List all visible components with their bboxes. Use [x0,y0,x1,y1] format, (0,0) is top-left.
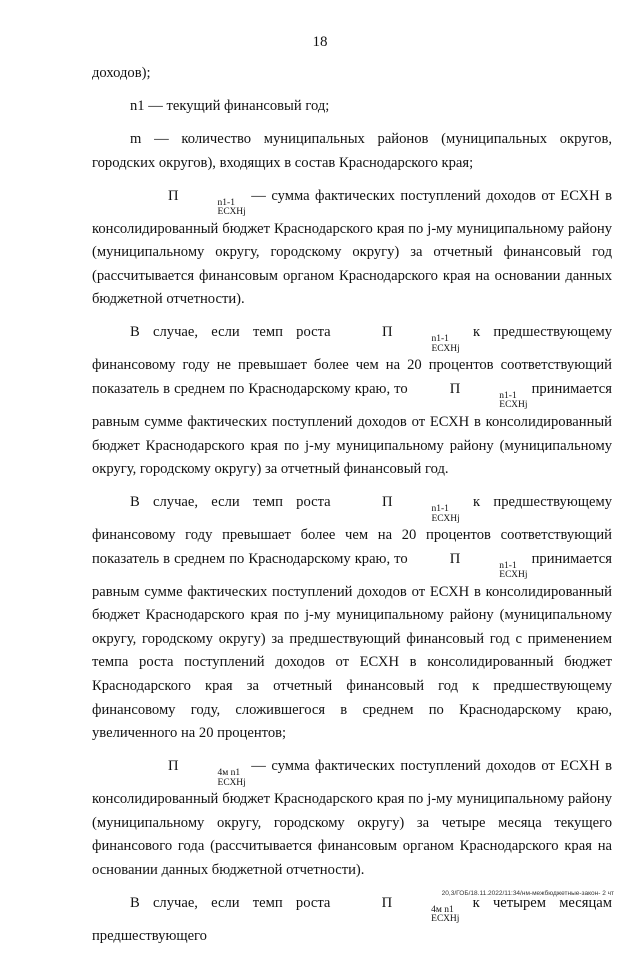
formula-symbol: П n1-1 ЕСХНj [381,494,460,524]
document-footer: 20,3/ГОБ/18.11.2022/11:34/нм-межбюджетные-закон- 2 чт [441,890,614,897]
paragraph-case-four-months: В случае, если темп роста П 4м n1 ЕСХНj к четырем месяцам предшествующего [92,892,612,949]
formula-symbol: П n1-1 ЕСХНj [449,380,528,411]
paragraph-n1-definition: n1 — текущий финансовый год; [130,97,330,114]
formula-symbol: П n1-1 ЕСХНj [449,550,528,581]
paragraph-case-not-exceeds: В случае, если темп роста П n1-1 ЕСХНj к предшествующему финансовому году не превышает более чем на 20 процентов соответствующий показатель в среднем по Краснодарскому краю, то П n1-1 ЕСХНj принимается равным сумме фактических поступлений доходов от ЕСХН в консолидированный бюджет Краснодарского края по j-му муниципальному району (муниципальному округу, городскому округу) за отчетный финансовый год. [92,321,612,481]
formula-symbol: П n1-1 ЕСХНj [168,187,246,218]
paragraph-0: доходов); [92,65,151,81]
formula-symbol: П 4м n1 ЕСХНj [381,894,460,925]
paragraph-m-definition: m — количество муниципальных районов (муниципальных округов, городских округов), входящих в состав Краснодарского края; [92,130,612,171]
page-number: 18 [312,34,328,50]
formula-symbol: П 4м n1 ЕСХНj [168,758,246,788]
paragraph-text: — сумма фактических поступлений доходов от ЕСХН в консолидированный бюджет Краснодарского края по j-му муниципальному району (муниципальному округу, городскому округу) за отчетный финансовый год (рассчитывается финансовым органом Краснодарского края на основании данных бюджетной отчетности). [92,187,612,308]
document-body [92,62,612,958]
paragraph-symbol-definition [92,185,612,312]
formula-symbol: П n1-1 ЕСХНj [381,324,460,354]
paragraph-case-exceeds: В случае, если темп роста П n1-1 ЕСХНj к предшествующему финансовому году превышает более чем на 20 процентов соответствующий показатель в среднем по Краснодарскому краю, то П n1-1 ЕСХНj принимается равным сумме фактических поступлений доходов от ЕСХН в консолидированный бюджет Краснодарского края по j-му муниципальному району (муниципальному округу, городскому округу) за предшествующий финансовый год с применением темпа роста поступлений доходов от ЕСХН в консолидированный бюджет Краснодарского края за отчетный финансовый год к предшествующему финансовому году, сложившегося в среднем по Краснодарскому краю, увеличенного на 20 процентов; [92,491,612,746]
paragraph-four-months-definition: П 4м n1 ЕСХНj — сумма фактических поступлений доходов от ЕСХН в консолидированный бюджет Краснодарского края по j-му муниципальному району (муниципальному округу, городскому округу) за четыре месяца текущего финансового года (рассчитывается финансовым органом Краснодарского края на основании данных бюджетной отчетности). [92,755,612,882]
